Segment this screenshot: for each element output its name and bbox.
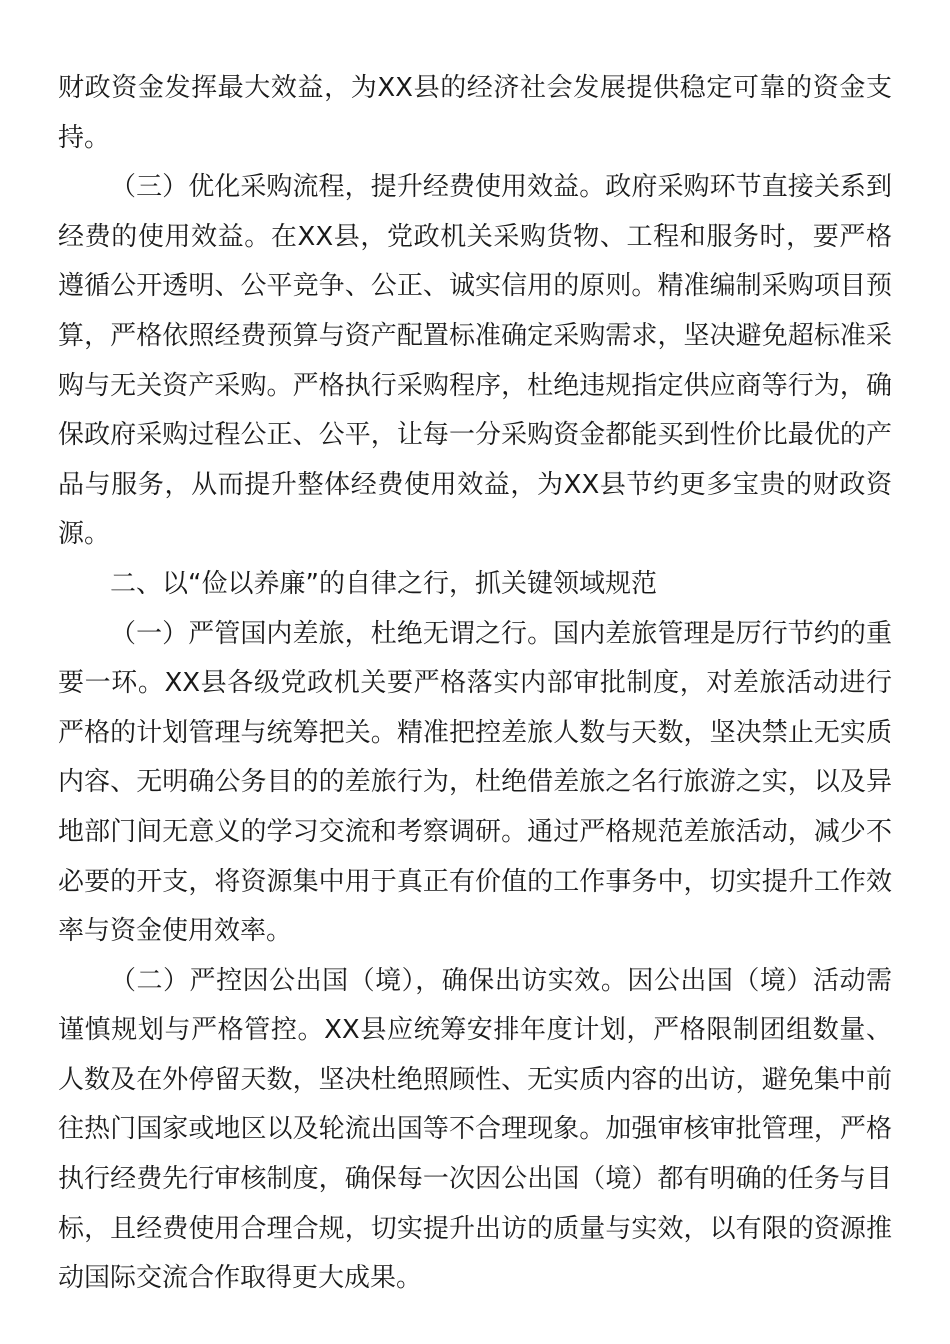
section-heading-two: 二、以“俭以养廉”的自律之行，抓关键领域规范 xyxy=(110,568,657,599)
paragraph-domestic-travel: （一）严管国内差旅，杜绝无谓之行。国内差旅管理是厉行节约的重要一环。XX县各级党政机关要严格落实内部审批制度，对差旅活动进行严格的计划管理与统筹把关。精准把控差旅人数与天数，坚决禁止无实质内容、无明确公务目的的差旅行为，杜绝借差旅之名行旅游之实，以及异地部门间无意义的学习交流和考察调研。通过严格规范差旅活动，减少不必要的开支，将资源集中用于真正有价值的工作事务中，切实提升工作效率与资金使用效率。 xyxy=(58,618,892,947)
paragraph-procurement: （三）优化采购流程，提升经费使用效益。政府采购环节直接关系到经费的使用效益。在XX县，党政机关采购货物、工程和服务时，要严格遵循公开透明、公平竞争、公正、诚实信用的原则。精准编制采购项目预算，严格依照经费预算与资产配置标准确定采购需求，坚决避免超标准采购与无关资产采购。严格执行采购程序，杜绝违规指定供应商等行为，确保政府采购过程公正、公平，让每一分采购资金都能买到性价比最优的产品与服务，从而提升整体经费使用效益，为XX县节约更多宝贵的财政资源。 xyxy=(58,172,892,550)
paragraph-continuation: 财政资金发挥最大效益，为XX县的经济社会发展提供稳定可靠的资金支持。 xyxy=(58,73,892,153)
paragraph-overseas-travel: （二）严控因公出国（境），确保出访实效。因公出国（境）活动需谨慎规划与严格管控。XX县应统筹安排年度计划，严格限制团组数量、人数及在外停留天数，坚决杜绝照顾性、无实质内容的出访，避免集中前往热门国家或地区以及轮流出国等不合理现象。加强审核审批管理，严格执行经费先行审核制度，确保每一次因公出国（境）都有明确的任务与目标，且经费使用合理合规，切实提升出访的质量与实效，以有限的资源推动国际交流合作取得更大成果。 xyxy=(58,965,892,1294)
